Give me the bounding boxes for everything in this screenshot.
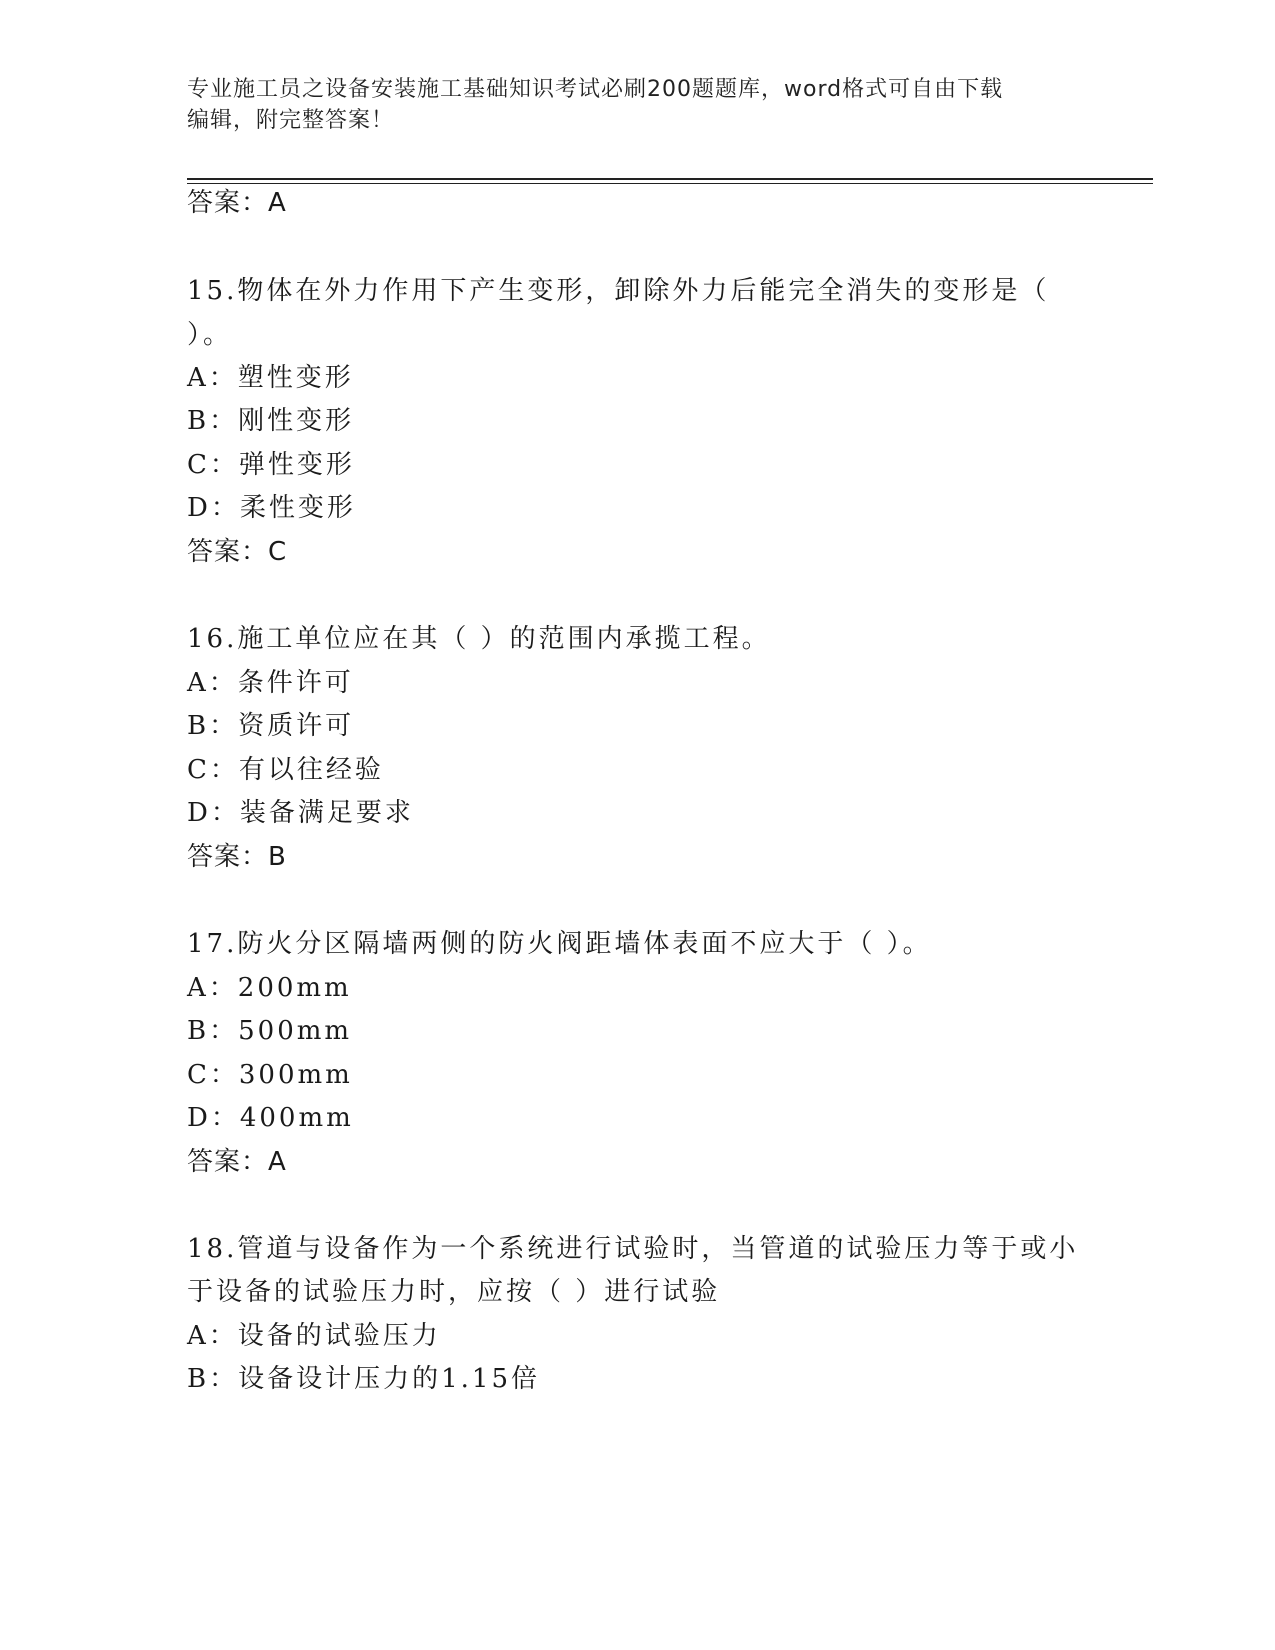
question-17-option-d: D：400mm [187, 1103, 354, 1133]
question-15-option-a: A：塑性变形 [187, 363, 354, 393]
question-16-option-c: C：有以往经验 [187, 755, 384, 785]
question-17-option-a: A：200mm [187, 973, 352, 1003]
question-15-option-c: C：弹性变形 [187, 450, 355, 480]
header-divider-thin [187, 183, 1153, 184]
question-15-stem-line-2: ）。 [187, 320, 233, 350]
question-18-stem-line-2: 于设备的试验压力时，应按（ ）进行试验 [187, 1277, 721, 1307]
question-17-option-c: C：300mm [187, 1060, 353, 1090]
question-16-option-a: A：条件许可 [187, 668, 354, 698]
question-16-option-d: D：装备满足要求 [187, 798, 414, 828]
header-divider-thick [187, 178, 1153, 180]
question-17-stem: 17.防火分区隔墙两侧的防火阀距墙体表面不应大于（ ）。 [187, 929, 932, 959]
header-title-line-1: 专业施工员之设备安装施工基础知识考试必刷200题题库，word格式可自由下载 [187, 77, 1004, 102]
question-18-option-a: A：设备的试验压力 [187, 1321, 441, 1351]
question-18-option-b: B：设备设计压力的1.15倍 [187, 1364, 540, 1394]
question-15-option-b: B：刚性变形 [187, 406, 355, 436]
question-18-stem-line-1: 18.管道与设备作为一个系统进行试验时，当管道的试验压力等于或小 [187, 1234, 1079, 1264]
previous-answer: 答案：A [187, 188, 287, 218]
question-17-answer: 答案：A [187, 1147, 287, 1177]
question-16-answer: 答案：B [187, 842, 287, 872]
document-header [187, 74, 1087, 136]
header-title-line-2: 编辑，附完整答案！ [187, 108, 395, 133]
question-16-option-b: B：资质许可 [187, 711, 355, 741]
question-17-option-b: B：500mm [187, 1016, 353, 1046]
question-15-answer: 答案：C [187, 537, 288, 567]
question-15-option-d: D：柔性变形 [187, 493, 356, 523]
question-16-stem: 16.施工单位应在其（ ）的范围内承揽工程。 [187, 624, 771, 654]
question-15-stem-line-1: 15.物体在外力作用下产生变形，卸除外力后能完全消失的变形是（ [187, 276, 1050, 306]
